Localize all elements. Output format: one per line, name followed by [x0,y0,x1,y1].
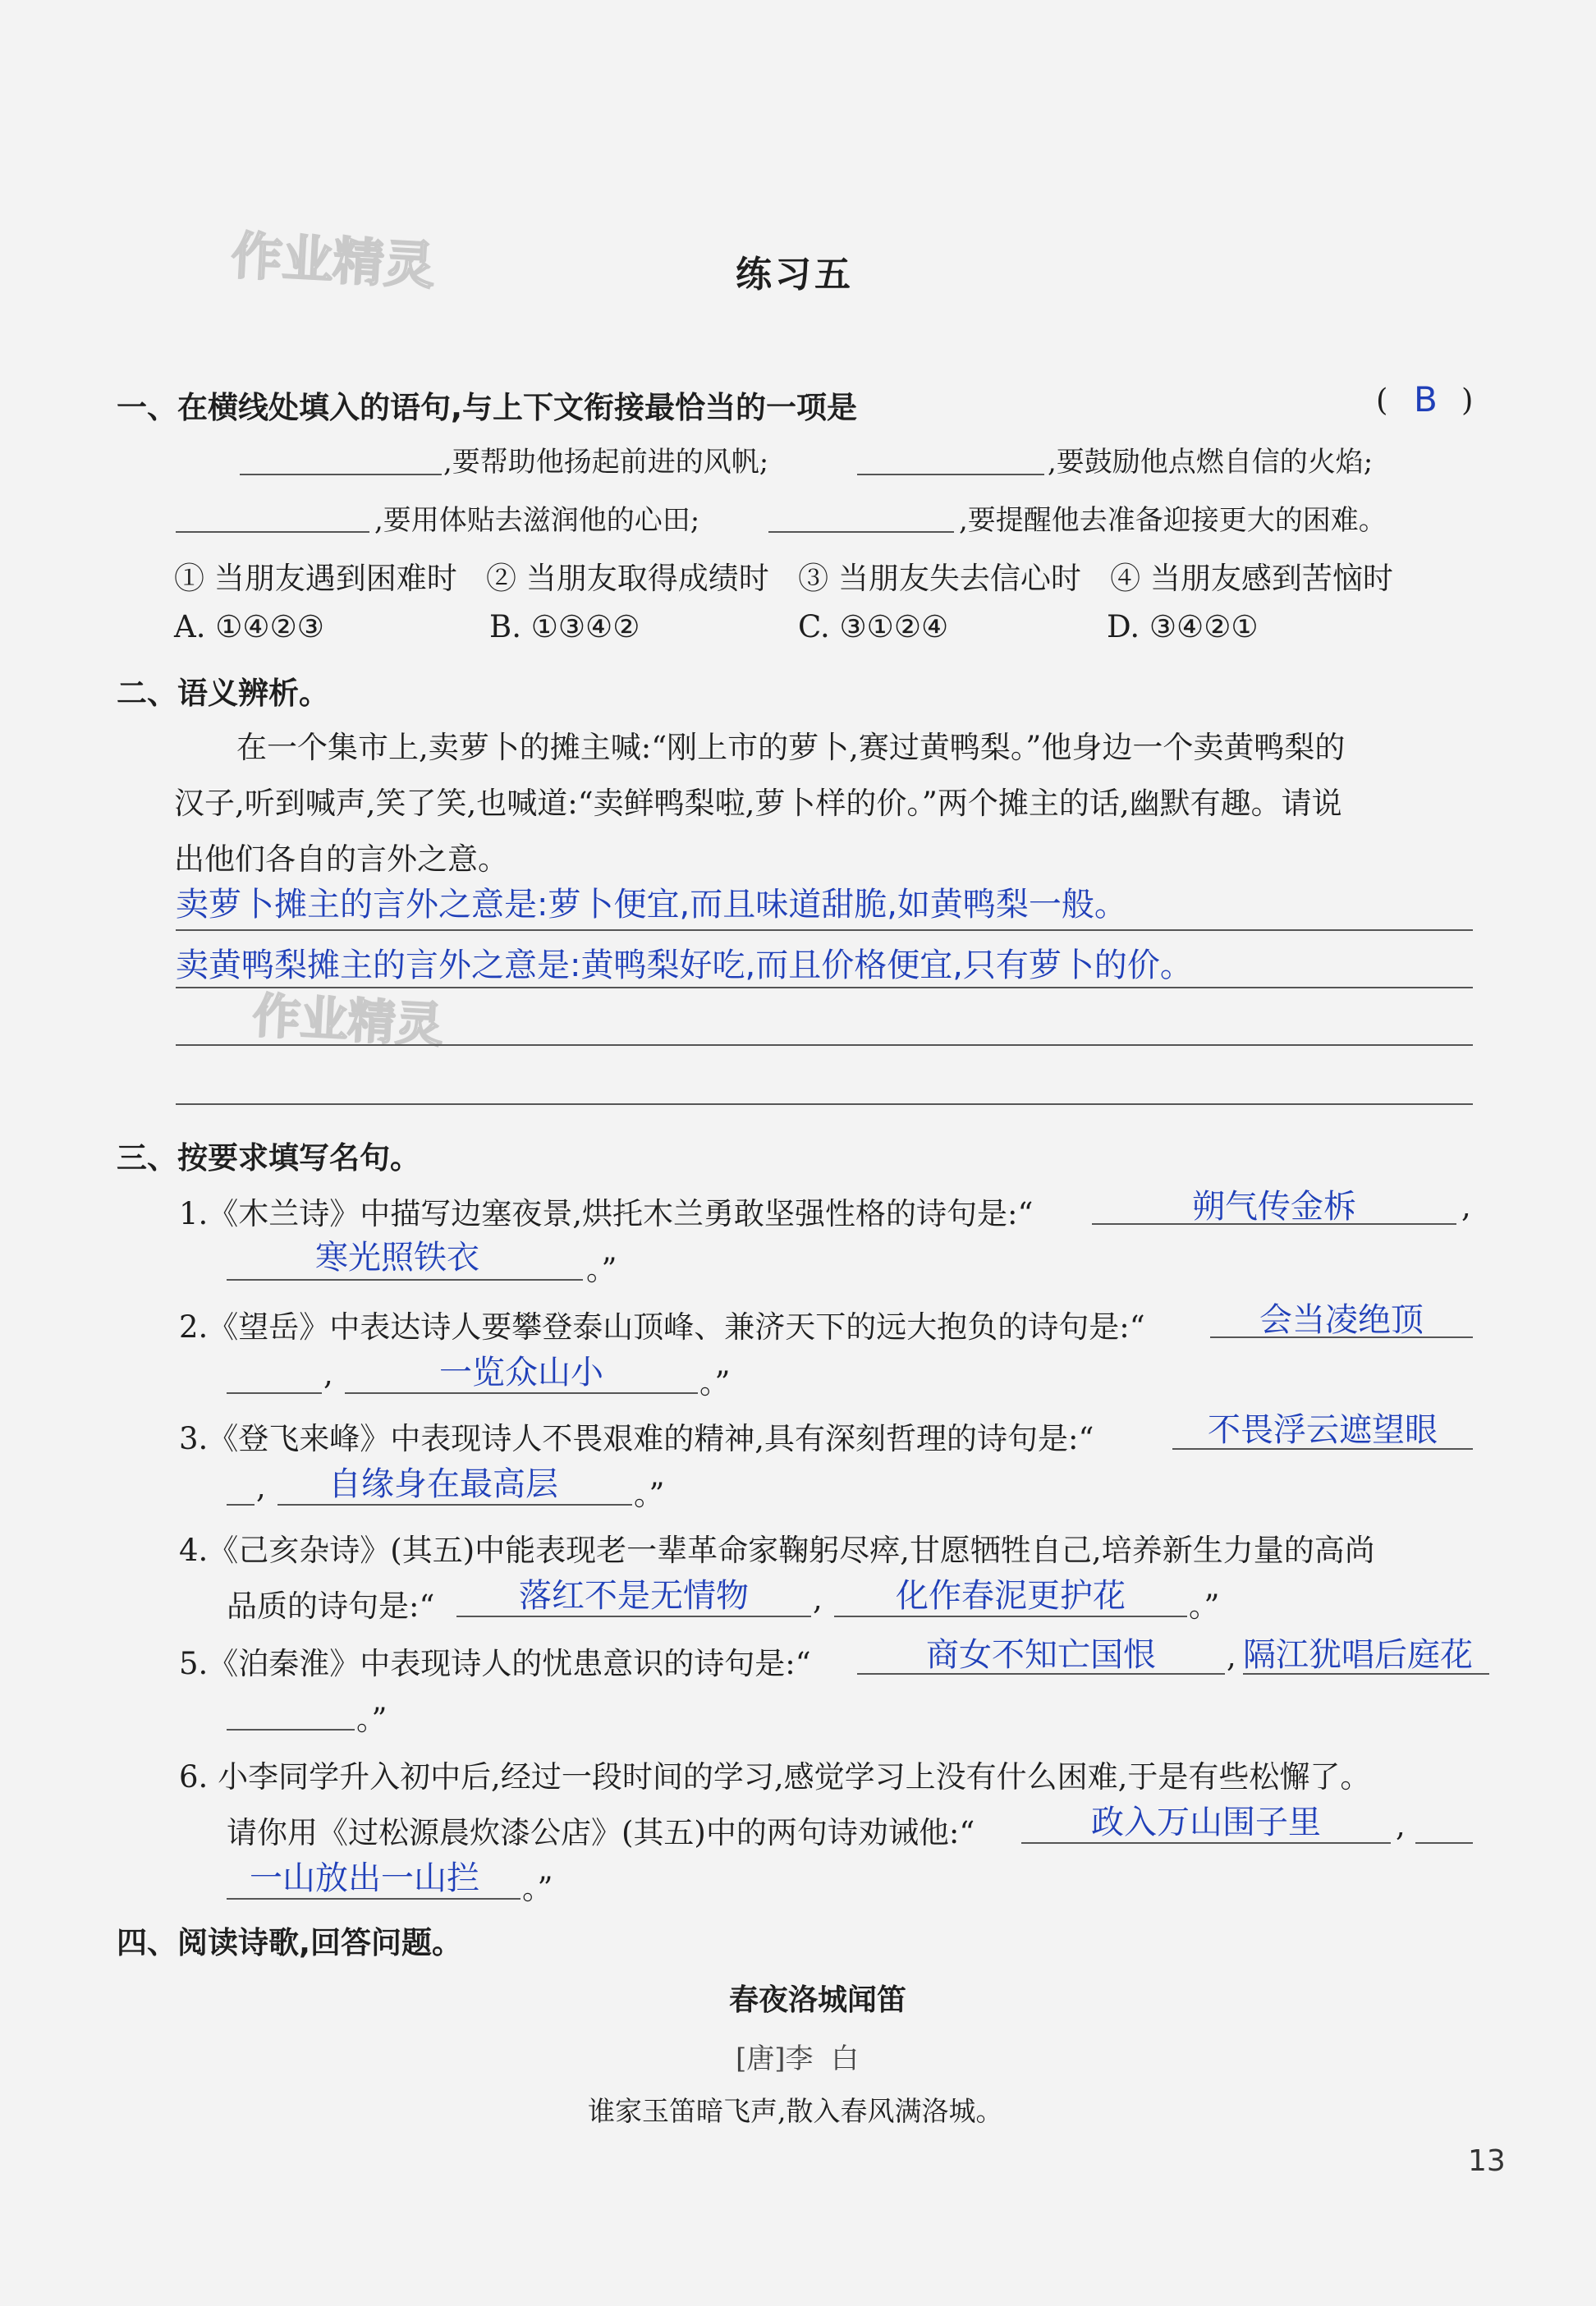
q3-s4-prompt-cont: 品质的诗句是:“ [227,1589,435,1624]
poem-title: 春夜洛城闻笛 [729,1983,907,2017]
q3-s4-comma: , [813,1581,823,1616]
page-number: 13 [1468,2144,1506,2178]
poem-author: [唐]李 白 [736,2042,860,2075]
q1-bracket-open: ( [1376,383,1388,418]
q3-s6-prompt: 6. 小李同学升入初中后,经过一段时间的学习,感觉学习上没有什么困难,于是有些松懈了。 [179,1759,1371,1795]
q1-blank-3[interactable] [176,531,369,533]
q2-para-line-3: 出他们各自的言外之意。 [174,841,508,877]
q2-answer-line-4[interactable] [176,1103,1473,1105]
q3-s6-comma: , [1396,1808,1406,1843]
q2-heading: 二、语义辨析。 [117,676,329,711]
q3-s1-end: 。” [586,1252,617,1287]
q2-para-line-2: 汉子,听到喊声,笑了笑,也喊道:“卖鲜鸭梨啦,萝卜样的价。”两个摊主的话,幽默有趣。请说 [174,786,1342,821]
q3-s5-prompt: 5.《泊秦淮》中表现诗人的忧患意识的诗句是:“ [179,1646,811,1681]
q3-s3-answer-2: 自缘身在最高层 [328,1465,558,1503]
q3-s1-blank-2[interactable] [227,1279,583,1281]
q1-answer: B [1414,379,1438,419]
q3-s5-comma: , [1227,1639,1236,1674]
q3-s5-answer-2: 隔江犹唱后庭花 [1243,1636,1473,1674]
q3-s6-answer-2: 一山放出一山拦 [250,1859,479,1897]
q3-s1-answer-1: 朔气传金柝 [1192,1188,1356,1226]
q1-line2-b: ,要提醒他去准备迎接更大的困难。 [959,504,1387,537]
page-title: 练习五 [736,254,854,296]
q3-s3-prompt: 3.《登飞来峰》中表现诗人不畏艰难的精神,具有深刻哲理的诗句是:“ [179,1421,1094,1456]
q3-s5-end: 。” [356,1702,388,1737]
poem-line-1: 谁家玉笛暗飞声,散入春风满洛城。 [588,2095,1003,2127]
q4-heading: 四、阅读诗歌,回答问题。 [117,1925,463,1960]
q1-line2-a: ,要用体贴去滋润他的心田; [374,504,700,537]
q3-s2-answer-2: 一览众山小 [439,1354,603,1391]
watermark-middle: 作业精灵 [251,987,445,1054]
watermark-top: 作业精灵 [229,225,437,296]
q1-bracket-close: ) [1461,383,1474,418]
q2-answer-line-3[interactable] [176,1044,1473,1046]
q1-blank-4[interactable] [768,531,954,533]
q3-s3-answer-1: 不畏浮云遮望眼 [1208,1411,1438,1449]
q1-heading: 一、在横线处填入的语句,与上下文衔接最恰当的一项是 [117,390,858,425]
q1-option-c: C. ③①②④ [798,609,949,644]
q3-s5-answer-1: 商女不知亡国恨 [926,1636,1156,1674]
q3-s2-blank-1-cont[interactable] [227,1392,322,1394]
q3-s6-prompt-cont: 请你用《过松源晨炊漆公店》(其五)中的两句诗劝诫他:“ [227,1815,975,1850]
q3-s6-end: 。” [522,1871,553,1906]
q3-s2-prompt: 2.《望岳》中表达诗人要攀登泰山顶峰、兼济天下的远大抱负的诗句是:“ [179,1309,1145,1345]
q3-s2-answer-1: 会当凌绝顶 [1259,1301,1424,1339]
q1-option-d: D. ③④②① [1107,609,1259,644]
q2-answer-1: 卖萝卜摊主的言外之意是:萝卜便宜,而且味道甜脆,如黄鸭梨一般。 [176,886,1127,924]
q3-s1-comma: , [1461,1189,1471,1224]
q2-answer-line-2[interactable] [176,987,1473,988]
q3-s5-blank-2-cont[interactable] [227,1729,355,1731]
q3-s6-blank-1-cont[interactable] [1415,1842,1473,1844]
q3-s2-comma: , [323,1356,333,1391]
q3-s4-answer-1: 落红不是无情物 [519,1577,749,1615]
q3-s4-prompt: 4.《己亥杂诗》(其五)中能表现老一辈革命家鞠躬尽瘁,甘愿牺牲自己,培养新生力量的高尚 [179,1533,1375,1568]
q3-s6-answer-1: 政入万山围子里 [1091,1804,1321,1841]
q2-para-line-1: 在一个集市上,卖萝卜的摊主喊:“刚上市的萝卜,赛过黄鸭梨。”他身边一个卖黄鸭梨的 [236,730,1346,765]
q3-s4-end: 。” [1189,1589,1220,1624]
q3-s3-end: 。” [634,1477,665,1512]
q3-s1-prompt: 1.《木兰诗》中描写边塞夜景,烘托木兰勇敢坚强性格的诗句是:“ [179,1196,1034,1231]
q1-option-a: A. ①④②③ [174,609,324,644]
q1-line1-a: ,要帮助他扬起前进的风帆; [443,446,769,479]
q2-answer-2: 卖黄鸭梨摊主的言外之意是:黄鸭梨好吃,而且价格便宜,只有萝卜的价。 [176,947,1193,984]
q1-items: ① 当朋友遇到困难时 ② 当朋友取得成绩时 ③ 当朋友失去信心时 ④ 当朋友感到苦恼时 [174,561,1393,596]
q3-heading: 三、按要求填写名句。 [117,1140,420,1176]
q3-s3-blank-1-cont[interactable] [227,1504,255,1506]
q3-s3-comma: , [256,1469,266,1505]
q2-answer-line-1[interactable] [176,929,1473,931]
q1-blank-2[interactable] [857,474,1044,475]
q3-s2-end: 。” [699,1365,731,1401]
q1-option-b: B. ①③④② [489,609,640,644]
q3-s4-answer-2: 化作春泥更护花 [896,1577,1126,1615]
q1-line1-b: ,要鼓励他点燃自信的火焰; [1048,446,1374,479]
q1-blank-1[interactable] [240,474,442,475]
q3-s1-answer-2: 寒光照铁衣 [315,1239,479,1277]
